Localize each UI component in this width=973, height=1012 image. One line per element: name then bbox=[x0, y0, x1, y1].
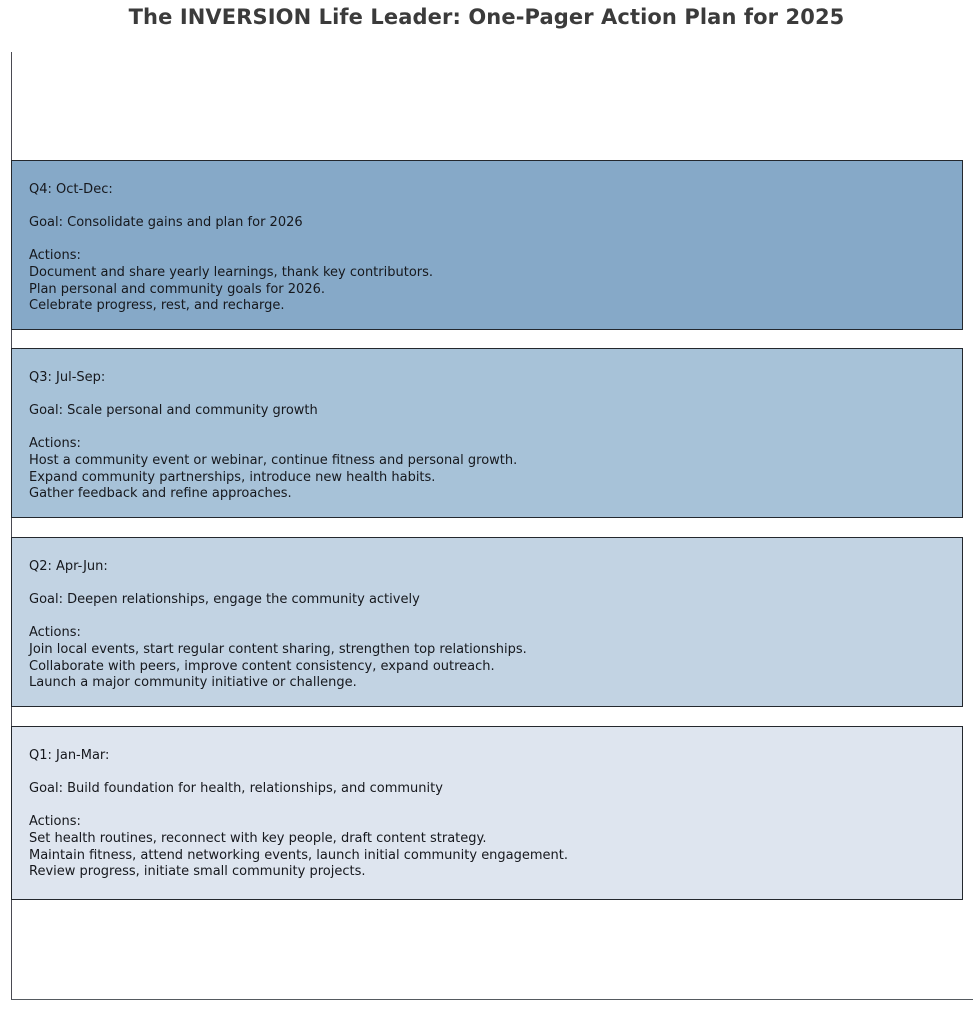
quarter-goal-q4: Goal: Consolidate gains and plan for 2026 bbox=[29, 215, 303, 230]
quarter-action-item: Review progress, initiate small community projects. bbox=[29, 864, 366, 880]
quarter-block-q1[interactable] bbox=[11, 726, 963, 900]
quarter-block-q4[interactable] bbox=[11, 160, 963, 330]
quarter-block-q3[interactable] bbox=[11, 348, 963, 518]
quarter-action-item: Celebrate progress, rest, and recharge. bbox=[29, 298, 285, 314]
quarter-actions-label-q3: Actions: bbox=[29, 436, 81, 451]
quarter-action-item: Document and share yearly learnings, thank key contributors. bbox=[29, 265, 434, 280]
quarter-heading-q4: Q4: Oct-Dec: bbox=[29, 182, 113, 197]
quarter-action-item: Expand community partnerships, introduce new health habits. bbox=[29, 469, 436, 485]
quarter-goal-q2: Goal: Deepen relationships, engage the community actively bbox=[29, 592, 420, 607]
quarter-actions-label-q2: Actions: bbox=[29, 625, 81, 640]
quarter-actions-label-q4: Actions: bbox=[29, 248, 81, 263]
quarter-action-item: Gather feedback and refine approaches. bbox=[29, 486, 292, 502]
quarter-goal-q3: Goal: Scale personal and community growth bbox=[29, 403, 318, 418]
quarter-actions-label-q1: Actions: bbox=[29, 814, 81, 829]
quarter-action-item: Launch a major community initiative or challenge. bbox=[29, 675, 357, 691]
quarter-action-item: Join local events, start regular content sharing, strengthen top relationships. bbox=[29, 642, 527, 657]
quarter-action-item: Maintain fitness, attend networking events, launch initial community engagement. bbox=[29, 847, 569, 863]
page-title: The INVERSION Life Leader: One-Pager Action Plan for 2025 bbox=[128, 5, 845, 29]
quarter-action-item: Plan personal and community goals for 2026. bbox=[29, 281, 326, 297]
quarter-block-q2[interactable] bbox=[11, 537, 963, 707]
quarter-action-item: Host a community event or webinar, continue fitness and personal growth. bbox=[29, 453, 518, 468]
quarter-action-item: Collaborate with peers, improve content consistency, expand outreach. bbox=[29, 658, 495, 674]
quarter-goal-q1: Goal: Build foundation for health, relationships, and community bbox=[29, 781, 443, 796]
quarter-heading-q2: Q2: Apr-Jun: bbox=[29, 559, 108, 574]
quarter-action-item: Set health routines, reconnect with key people, draft content strategy. bbox=[29, 831, 487, 846]
quarter-heading-q3: Q3: Jul-Sep: bbox=[29, 370, 106, 385]
quarter-heading-q1: Q1: Jan-Mar: bbox=[29, 748, 110, 763]
